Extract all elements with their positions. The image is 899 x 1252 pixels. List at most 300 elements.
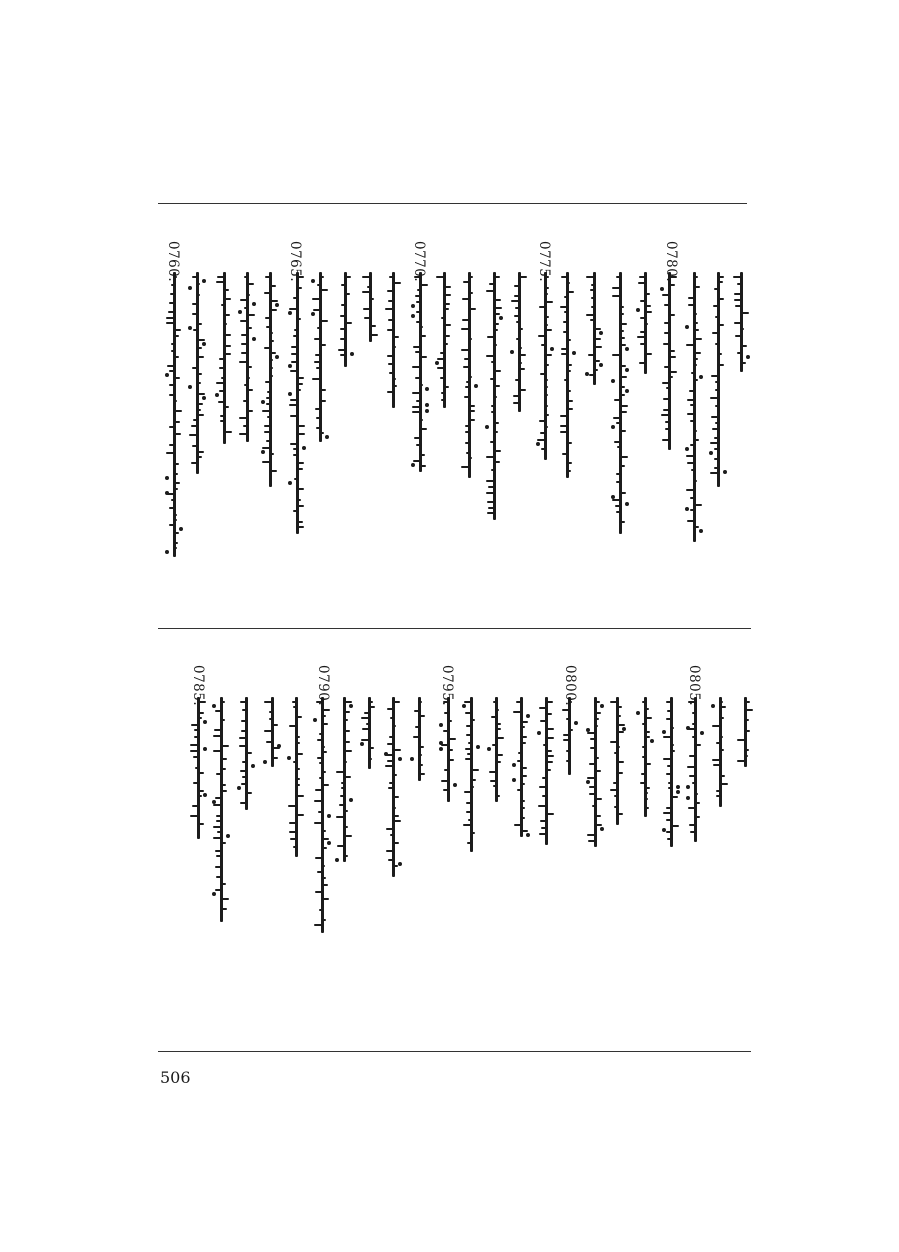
verse-glyph-stroke — [174, 514, 177, 516]
verse-glyph-stroke — [539, 786, 546, 788]
verse-glyph-stroke — [612, 295, 620, 297]
verse-glyph-stroke — [734, 293, 741, 295]
verse-glyph-dot — [202, 342, 206, 346]
verse-column — [188, 697, 208, 839]
verse-glyph-stroke — [315, 354, 320, 356]
verse-glyph-stroke — [264, 701, 272, 703]
verse-glyph-stroke — [224, 334, 231, 336]
verse-glyph-stroke — [617, 731, 624, 733]
verse-glyph-stroke — [174, 547, 177, 549]
verse-glyph-stroke — [444, 294, 451, 296]
verse-glyph-stroke — [174, 356, 179, 358]
verse-glyph-stroke — [315, 857, 322, 859]
verse-column — [536, 697, 556, 845]
verse-glyph-stroke — [669, 284, 675, 286]
verse-glyph-stroke — [662, 382, 669, 384]
verse-glyph-stroke — [194, 736, 198, 738]
verse-glyph-stroke — [595, 770, 601, 772]
verse-glyph-stroke — [191, 724, 198, 726]
verse-glyph-stroke — [718, 353, 722, 355]
verse-glyph-stroke — [689, 390, 694, 392]
verse-glyph-stroke — [713, 305, 718, 307]
verse-glyph-stroke — [486, 290, 494, 292]
verse-column — [708, 272, 728, 487]
verse-glyph-stroke — [692, 712, 695, 714]
verse-glyph-dot — [226, 834, 230, 838]
verse-glyph-stroke — [638, 282, 645, 284]
verse-glyph-stroke — [694, 286, 700, 288]
verse-glyph-stroke — [645, 736, 650, 738]
verse-glyph-stroke — [645, 353, 652, 355]
verse-glyph-stroke — [620, 376, 627, 378]
verse-column — [360, 272, 380, 342]
verse-glyph-stroke — [390, 717, 393, 719]
verse-glyph-stroke — [337, 845, 344, 847]
verse-glyph-stroke — [297, 287, 302, 289]
verse-glyph-stroke — [687, 462, 694, 464]
verse-glyph-stroke — [663, 812, 671, 814]
verse-glyph-stroke — [541, 344, 545, 346]
verse-glyph-stroke — [198, 823, 204, 825]
verse-glyph-stroke — [737, 352, 741, 354]
verse-glyph-dot — [625, 347, 629, 351]
verse-glyph-stroke — [437, 367, 444, 369]
verse-glyph-stroke — [239, 745, 246, 747]
verse-glyph-stroke — [691, 372, 694, 374]
verse-glyph-stroke — [213, 837, 221, 839]
verse-glyph-stroke — [545, 354, 552, 356]
verse-glyph-stroke — [745, 730, 750, 732]
verse-glyph-stroke — [669, 371, 677, 373]
verse-glyph-stroke — [297, 499, 301, 501]
verse-glyph-stroke — [466, 802, 471, 804]
verse-glyph-stroke — [386, 850, 393, 852]
verse-glyph-stroke — [735, 305, 741, 307]
verse-glyph-dot — [574, 721, 578, 725]
verse-glyph-dot — [349, 704, 353, 708]
verse-glyph-stroke — [387, 329, 393, 331]
verse-glyph-stroke — [264, 347, 270, 349]
verse-glyph-stroke — [322, 784, 329, 786]
verse-glyph-stroke — [322, 877, 326, 879]
verse-glyph-stroke — [169, 426, 174, 428]
verse-glyph-stroke — [496, 709, 499, 711]
verse-glyph-dot — [550, 347, 554, 351]
verse-column — [310, 272, 330, 442]
verse-glyph-stroke — [465, 386, 469, 388]
verse-glyph-dot — [636, 711, 640, 715]
verse-glyph-stroke — [641, 773, 645, 775]
verse-glyph-stroke — [695, 744, 701, 746]
verse-glyph-stroke — [521, 817, 525, 819]
verse-glyph-stroke — [620, 306, 624, 308]
verse-glyph-dot — [625, 502, 629, 506]
verse-glyph-dot — [625, 389, 629, 393]
verse-glyph-stroke — [610, 789, 617, 791]
verse-glyph-stroke — [620, 337, 625, 339]
verse-glyph-stroke — [191, 462, 197, 464]
verse-glyph-stroke — [294, 329, 297, 331]
verse-glyph-stroke — [216, 773, 221, 775]
verse-glyph-stroke — [388, 787, 393, 789]
verse-glyph-dot — [487, 747, 491, 751]
verse-glyph-stroke — [174, 377, 180, 379]
verse-glyph-stroke — [190, 815, 198, 817]
verse-column — [286, 697, 306, 857]
verse-glyph-stroke — [393, 749, 401, 751]
verse-glyph-stroke — [290, 370, 297, 372]
verse-glyph-stroke — [216, 820, 221, 822]
verse-glyph-stroke — [340, 338, 345, 340]
verse-glyph-stroke — [718, 298, 724, 300]
verse-glyph-stroke — [393, 725, 396, 727]
verse-glyph-stroke — [322, 751, 327, 753]
verse-glyph-stroke — [314, 361, 320, 363]
verse-glyph-stroke — [690, 420, 694, 422]
verse-glyph-stroke — [297, 433, 305, 435]
verse-glyph-stroke — [169, 370, 174, 372]
verse-glyph-stroke — [193, 756, 198, 758]
verse-glyph-stroke — [420, 284, 428, 286]
verse-glyph-stroke — [491, 469, 494, 471]
verse-glyph-stroke — [620, 344, 626, 346]
verse-glyph-stroke — [669, 314, 675, 316]
verse-column — [409, 697, 429, 781]
verse-glyph-stroke — [341, 787, 344, 789]
verse-glyph-dot — [425, 409, 429, 413]
verse-glyph-stroke — [319, 909, 322, 911]
verse-glyph-stroke — [174, 463, 179, 465]
verse-glyph-stroke — [519, 354, 526, 356]
verse-glyph-stroke — [589, 763, 595, 765]
verse-glyph-stroke — [521, 726, 525, 728]
verse-glyph-stroke — [344, 761, 347, 763]
verse-glyph-stroke — [242, 761, 246, 763]
verse-glyph-stroke — [290, 415, 297, 417]
verse-glyph-stroke — [174, 519, 177, 521]
verse-glyph-stroke — [322, 919, 326, 921]
verse-glyph-stroke — [420, 356, 427, 358]
verse-glyph-dot — [288, 364, 292, 368]
verse-glyph-stroke — [420, 428, 427, 430]
verse-glyph-stroke — [419, 746, 424, 748]
verse-glyph-stroke — [714, 458, 718, 460]
verse-glyph-stroke — [320, 389, 326, 391]
verse-glyph-stroke — [496, 754, 503, 756]
verse-column — [607, 697, 627, 825]
verse-column — [459, 272, 479, 478]
verse-glyph-stroke — [313, 309, 320, 311]
verse-glyph-stroke — [296, 736, 300, 738]
verse-column — [511, 697, 531, 837]
verse-glyph-stroke — [270, 375, 273, 377]
verse-glyph-stroke — [466, 381, 469, 383]
verse-glyph-dot — [699, 529, 703, 533]
verse-glyph-stroke — [545, 364, 549, 366]
verse-glyph-stroke — [241, 343, 247, 345]
verse-glyph-stroke — [642, 756, 645, 758]
verse-glyph-stroke — [322, 746, 325, 748]
verse-glyph-stroke — [241, 783, 246, 785]
verse-glyph-stroke — [322, 865, 325, 867]
verse-glyph-stroke — [322, 709, 330, 711]
verse-glyph-dot — [425, 403, 429, 407]
verse-glyph-stroke — [694, 430, 697, 432]
verse-glyph-dot — [335, 858, 339, 862]
verse-glyph-stroke — [519, 347, 522, 349]
verse-glyph-stroke — [689, 755, 695, 757]
verse-glyph-stroke — [344, 711, 350, 713]
verse-glyph-stroke — [710, 472, 718, 474]
verse-glyph-dot — [662, 730, 666, 734]
verse-glyph-stroke — [667, 765, 671, 767]
verse-glyph-stroke — [588, 354, 594, 356]
verse-glyph-stroke — [388, 300, 393, 302]
verse-glyph-stroke — [546, 755, 554, 757]
verse-glyph-stroke — [734, 322, 741, 324]
verse-glyph-stroke — [195, 767, 198, 769]
verse-glyph-stroke — [586, 314, 594, 316]
verse-column — [187, 272, 207, 474]
verse-glyph-dot — [261, 400, 265, 404]
verse-column — [585, 697, 605, 847]
verse-glyph-stroke — [241, 352, 247, 354]
verse-glyph-stroke — [620, 330, 624, 332]
verse-glyph-stroke — [197, 323, 202, 325]
verse-glyph-stroke — [718, 281, 723, 283]
verse-glyph-stroke — [393, 336, 399, 338]
verse-glyph-stroke — [462, 319, 469, 321]
verse-glyph-stroke — [666, 807, 671, 809]
verse-glyph-stroke — [216, 855, 221, 857]
verse-glyph-dot — [275, 303, 279, 307]
verse-glyph-dot — [202, 396, 206, 400]
verse-glyph-stroke — [389, 276, 393, 278]
verse-glyph-stroke — [293, 510, 297, 512]
verse-glyph-stroke — [515, 307, 519, 309]
verse-glyph-dot — [625, 368, 629, 372]
verse-glyph-stroke — [563, 739, 569, 741]
verse-glyph-stroke — [666, 387, 669, 389]
verse-glyph-stroke — [224, 298, 231, 300]
verse-glyph-stroke — [272, 724, 278, 726]
verse-glyph-stroke — [197, 356, 204, 358]
verse-glyph-stroke — [663, 758, 671, 760]
verse-glyph-stroke — [221, 784, 226, 786]
verse-glyph-stroke — [514, 315, 519, 317]
verse-glyph-stroke — [297, 521, 303, 523]
verse-glyph-dot — [711, 704, 715, 708]
verse-glyph-dot — [410, 757, 414, 761]
verse-glyph-dot — [510, 350, 514, 354]
verse-glyph-stroke — [490, 441, 494, 443]
verse-glyph-stroke — [294, 478, 297, 480]
verse-glyph-stroke — [340, 328, 345, 330]
verse-glyph-stroke — [613, 782, 617, 784]
verse-glyph-stroke — [563, 734, 569, 736]
verse-glyph-stroke — [463, 824, 471, 826]
verse-glyph-stroke — [296, 778, 300, 780]
verse-glyph-stroke — [387, 290, 393, 292]
verse-glyph-stroke — [671, 750, 675, 752]
verse-glyph-stroke — [692, 723, 695, 725]
verse-glyph-stroke — [265, 317, 270, 319]
verse-glyph-stroke — [663, 343, 669, 345]
verse-glyph-stroke — [469, 419, 475, 421]
verse-glyph-stroke — [521, 800, 525, 802]
verse-glyph-stroke — [244, 384, 247, 386]
verse-glyph-stroke — [224, 314, 230, 316]
verse-glyph-stroke — [471, 769, 479, 771]
verse-glyph-stroke — [560, 415, 567, 417]
verse-glyph-stroke — [216, 876, 221, 878]
verse-glyph-stroke — [567, 370, 571, 372]
verse-glyph-stroke — [617, 715, 621, 717]
verse-glyph-stroke — [444, 308, 449, 310]
verse-glyph-dot — [599, 331, 603, 335]
verse-glyph-stroke — [639, 276, 645, 278]
verse-glyph-stroke — [221, 908, 227, 910]
verse-glyph-stem — [619, 272, 622, 534]
verse-glyph-stroke — [620, 411, 627, 413]
verse-glyph-stroke — [239, 361, 247, 363]
verse-glyph-stroke — [491, 361, 494, 363]
verse-glyph-stroke — [441, 392, 444, 394]
verse-glyph-stroke — [694, 352, 701, 354]
verse-glyph-stroke — [168, 311, 174, 313]
verse-glyph-stroke — [219, 358, 224, 360]
verse-glyph-stroke — [513, 711, 521, 713]
verse-glyph-stroke — [612, 499, 620, 501]
verse-glyph-stroke — [214, 729, 221, 731]
verse-glyph-stroke — [218, 401, 224, 403]
verse-glyph-stroke — [491, 716, 496, 718]
verse-glyph-stroke — [192, 367, 197, 369]
verse-glyph-stroke — [664, 322, 669, 324]
verse-glyph-stroke — [174, 488, 178, 490]
verse-glyph-stroke — [167, 365, 174, 367]
verse-glyph-stroke — [645, 731, 650, 733]
verse-glyph-stroke — [198, 772, 204, 774]
verse-glyph-dot — [287, 756, 291, 760]
verse-glyph-stroke — [239, 433, 247, 435]
verse-glyph-stroke — [741, 328, 744, 330]
verse-glyph-stroke — [198, 790, 204, 792]
verse-glyph-stroke — [288, 805, 296, 807]
verse-glyph-stroke — [243, 425, 247, 427]
verse-glyph-dot — [700, 731, 704, 735]
verse-glyph-stroke — [444, 303, 450, 305]
verse-glyph-stroke — [466, 811, 471, 813]
verse-glyph-stroke — [715, 422, 718, 424]
verse-glyph-stem — [296, 272, 299, 534]
verse-glyph-stroke — [733, 276, 741, 278]
verse-glyph-stroke — [735, 335, 741, 337]
verse-glyph-stroke — [694, 364, 697, 366]
verse-glyph-stroke — [465, 748, 471, 750]
verse-glyph-dot — [462, 704, 466, 708]
verse-glyph-stroke — [296, 814, 304, 816]
verse-glyph-dot — [425, 387, 429, 391]
verse-glyph-dot — [586, 780, 590, 784]
verse-glyph-stroke — [369, 706, 375, 708]
verse-column — [214, 272, 234, 444]
verse-glyph-stroke — [197, 393, 205, 395]
verse-glyph-stroke — [414, 437, 420, 439]
verse-glyph-stroke — [171, 350, 174, 352]
verse-glyph-stroke — [694, 480, 697, 482]
verse-glyph-stroke — [616, 276, 620, 278]
verse-glyph-stroke — [297, 383, 303, 385]
verse-glyph-stroke — [561, 276, 567, 278]
verse-column — [237, 272, 257, 442]
verse-column — [359, 697, 379, 769]
verse-column — [287, 272, 307, 534]
verse-glyph-stroke — [444, 324, 451, 326]
verse-glyph-stroke — [467, 842, 471, 844]
verse-glyph-stroke — [293, 297, 297, 299]
verse-glyph-stroke — [521, 775, 527, 777]
verse-glyph-dot — [453, 783, 457, 787]
verse-glyph-stroke — [513, 402, 519, 404]
verse-glyph-stroke — [344, 750, 352, 752]
verse-glyph-stroke — [270, 340, 274, 342]
verse-glyph-dot — [685, 507, 689, 511]
verse-glyph-stroke — [393, 842, 399, 844]
verse-glyph-dot — [261, 450, 265, 454]
verse-glyph-stroke — [389, 782, 393, 784]
verse-glyph-stroke — [587, 777, 595, 779]
verse-glyph-dot — [203, 747, 207, 751]
verse-glyph-stroke — [686, 489, 694, 491]
verse-glyph-stroke — [566, 718, 569, 720]
verse-glyph-stroke — [645, 717, 652, 719]
verse-glyph-stroke — [469, 338, 472, 340]
verse-glyph-stroke — [221, 883, 226, 885]
verse-glyph-dot — [252, 302, 256, 306]
verse-glyph-dot — [485, 425, 489, 429]
verse-glyph-stroke — [244, 307, 247, 309]
verse-glyph-dot — [526, 714, 530, 718]
verse-glyph-stroke — [720, 736, 723, 738]
verse-glyph-stroke — [666, 773, 671, 775]
verse-glyph-dot — [288, 392, 292, 396]
verse-glyph-stroke — [289, 822, 296, 824]
verse-glyph-stroke — [669, 376, 673, 378]
verse-glyph-stroke — [362, 728, 369, 730]
verse-glyph-stroke — [290, 838, 296, 840]
verse-glyph-stroke — [686, 344, 694, 346]
verse-glyph-stroke — [169, 444, 174, 446]
verse-glyph-stroke — [467, 753, 471, 755]
verse-column — [438, 697, 458, 802]
verse-glyph-stroke — [720, 775, 725, 777]
verse-glyph-stroke — [166, 322, 174, 324]
verse-glyph-dot — [699, 375, 703, 379]
verse-glyph-stroke — [322, 884, 328, 886]
verse-glyph-stroke — [415, 726, 419, 728]
verse-glyph-dot — [350, 352, 354, 356]
verse-glyph-stroke — [412, 366, 420, 368]
verse-glyph-stroke — [587, 732, 595, 734]
verse-glyph-dot — [572, 351, 576, 355]
verse-glyph-stroke — [687, 766, 695, 768]
verse-glyph-stroke — [393, 815, 399, 817]
verse-glyph-stroke — [197, 414, 204, 416]
verse-glyph-stroke — [265, 276, 270, 278]
verse-glyph-dot — [202, 279, 206, 283]
verse-glyph-stroke — [322, 847, 327, 849]
